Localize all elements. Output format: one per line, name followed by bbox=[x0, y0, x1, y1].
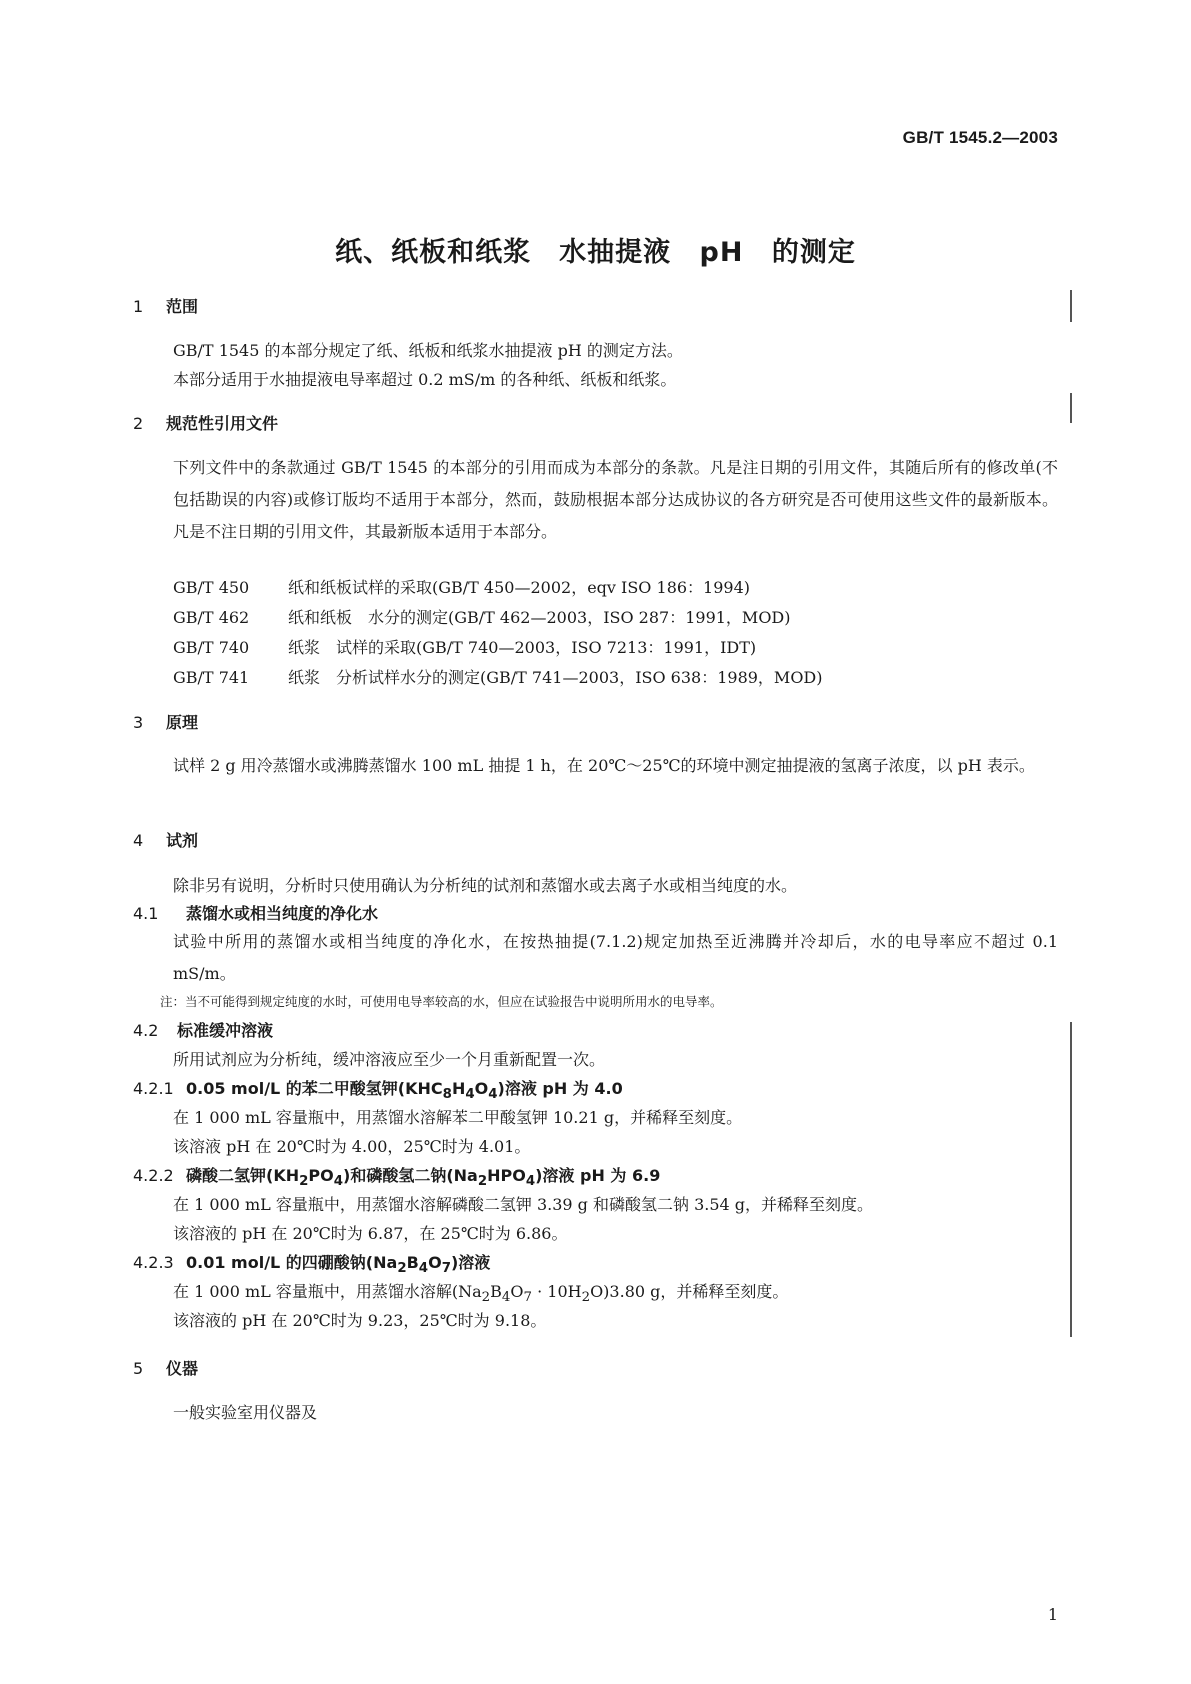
subscript: 7 bbox=[441, 1261, 451, 1277]
paragraph-text: 下列文件中的条款通过 GB/T 1545 的本部分的引用而成为本部分的条款。凡是注日期的引用文件，其随后所有的修改单(不包括勘误的内容)或修订版均不适用于本部分，然而，鼓励根据本部分达成协议的各方研究是否可使用这些文件的最新版本。凡是不注日期的引用文件，其最新版本适用于本部分。 bbox=[173, 458, 1058, 541]
paragraph-text: 试样 2 g 用冷蒸馏水或沸腾蒸馏水 100 mL 抽提 1 h，在 20℃～25℃的环境中测定抽提液的氢离子浓度，以 pH 表示。 bbox=[173, 756, 1035, 775]
section-title-part: )溶液 pH 为 4.0 bbox=[497, 1079, 623, 1098]
text-part: O)3.80 g，并稀释至刻度。 bbox=[590, 1282, 789, 1301]
paragraph-text: 试验中所用的蒸馏水或相当纯度的净化水，在按热抽提(7.1.2)规定加热至近沸腾并冷却后，水的电导率应不超过 0.1 mS/m。 bbox=[173, 932, 1058, 983]
section-title-part: O bbox=[428, 1253, 442, 1272]
section-5-line: 一般实验室用仪器及 bbox=[173, 1403, 318, 1422]
change-bar bbox=[1070, 1022, 1072, 1337]
reference-text: 纸和纸板 水分的测定(GB/T 462—2003，ISO 287：1991，MOD) bbox=[288, 608, 791, 627]
change-bar bbox=[1070, 393, 1072, 423]
text-part: B bbox=[490, 1282, 502, 1301]
subscript: 2 bbox=[581, 1290, 591, 1306]
section-number: 2 bbox=[133, 414, 144, 433]
text-part: O bbox=[510, 1282, 524, 1301]
section-4-2-2-heading bbox=[133, 1163, 660, 1189]
section-2-paragraph bbox=[133, 452, 1058, 548]
section-number: 1 bbox=[133, 297, 144, 316]
subscript: 2 bbox=[477, 1174, 488, 1190]
section-2-heading bbox=[133, 411, 278, 434]
section-4-1-heading bbox=[133, 901, 378, 924]
document-title: 纸、纸板和纸浆 水抽提液 pH 的测定 bbox=[335, 237, 856, 268]
section-number: 4.2.3 bbox=[133, 1253, 174, 1272]
reference-item bbox=[173, 665, 823, 688]
section-4-2-2-line-2: 该溶液的 pH 在 20℃时为 6.87，在 25℃时为 6.86。 bbox=[173, 1224, 568, 1243]
section-title-part: 磷酸二氢钾(KH bbox=[186, 1166, 300, 1185]
section-4-2-heading bbox=[133, 1018, 273, 1041]
section-3-paragraph bbox=[133, 750, 1058, 782]
section-3-heading bbox=[133, 710, 198, 733]
section-4-intro: 除非另有说明，分析时只使用确认为分析纯的试剂和蒸馏水或去离子水或相当纯度的水。 bbox=[173, 876, 798, 895]
subscript: 4 bbox=[418, 1261, 429, 1277]
section-title-part: O bbox=[474, 1079, 489, 1098]
subscript: 8 bbox=[442, 1087, 452, 1103]
section-4-2-3-heading bbox=[133, 1250, 490, 1276]
section-number: 4 bbox=[133, 831, 144, 850]
text-part: · 10H bbox=[532, 1282, 582, 1301]
subscript: 4 bbox=[333, 1174, 343, 1190]
standard-code: GB/T 1545.2—2003 bbox=[902, 128, 1058, 147]
section-4-2-3-line-2: 该溶液的 pH 在 20℃时为 9.23，25℃时为 9.18。 bbox=[173, 1311, 547, 1330]
reference-code: GB/T 462 bbox=[173, 608, 250, 627]
section-title: 仪器 bbox=[166, 1359, 199, 1378]
note: 注：当不可能得到规定纯度的水时，可使用电导率较高的水，但应在试验报告中说明所用水的电导率。 bbox=[160, 994, 723, 1009]
section-title-part: )和磷酸氢二钠(Na bbox=[343, 1166, 478, 1185]
reference-text: 纸和纸板试样的采取(GB/T 450—2002，eqv ISO 186：1994) bbox=[288, 578, 751, 597]
section-1-heading bbox=[133, 294, 198, 317]
section-number: 4.2.1 bbox=[133, 1079, 174, 1098]
section-number: 4.1 bbox=[133, 904, 159, 923]
section-1-line-2: 本部分适用于水抽提液电导率超过 0.2 mS/m 的各种纸、纸板和纸浆。 bbox=[173, 370, 677, 389]
section-5-heading bbox=[133, 1356, 198, 1379]
section-title-part: )溶液 bbox=[450, 1253, 491, 1272]
reference-item bbox=[173, 605, 791, 628]
section-4-2-1-line-1: 在 1 000 mL 容量瓶中，用蒸馏水溶解苯二甲酸氢钾 10.21 g，并稀释至刻度。 bbox=[173, 1108, 743, 1127]
subscript: 4 bbox=[525, 1174, 536, 1190]
section-4-2-3-line-1 bbox=[173, 1279, 788, 1305]
reference-code: GB/T 740 bbox=[173, 638, 250, 657]
section-number: 4.2.2 bbox=[133, 1166, 174, 1185]
section-title: 原理 bbox=[166, 713, 199, 732]
subscript: 2 bbox=[397, 1261, 407, 1277]
subscript: 7 bbox=[523, 1290, 532, 1306]
section-4-2-1-heading bbox=[133, 1076, 623, 1102]
reference-item bbox=[173, 575, 750, 598]
section-title: 规范性引用文件 bbox=[166, 414, 279, 433]
section-number: 4.2 bbox=[133, 1021, 159, 1040]
reference-code: GB/T 741 bbox=[173, 668, 250, 687]
subscript: 2 bbox=[481, 1290, 491, 1306]
change-bar bbox=[1070, 290, 1072, 322]
section-title-part: HPO bbox=[487, 1166, 526, 1185]
reference-text: 纸浆 试样的采取(GB/T 740—2003，ISO 7213：1991，IDT) bbox=[288, 638, 757, 657]
section-4-2-1-line-2: 该溶液 pH 在 20℃时为 4.00，25℃时为 4.01。 bbox=[173, 1137, 531, 1156]
section-title: 标准缓冲溶液 bbox=[177, 1021, 274, 1040]
subscript: 2 bbox=[299, 1174, 309, 1190]
page-number: 1 bbox=[1047, 1605, 1058, 1624]
section-title: 试剂 bbox=[166, 831, 199, 850]
section-title-part: 0.01 mol/L 的四硼酸钠(Na bbox=[186, 1253, 398, 1272]
section-4-heading bbox=[133, 828, 198, 851]
reference-item bbox=[173, 635, 756, 658]
subscript: 4 bbox=[501, 1290, 511, 1306]
section-number: 3 bbox=[133, 713, 144, 732]
section-4-1-paragraph bbox=[133, 926, 1058, 990]
text-part: 在 1 000 mL 容量瓶中，用蒸馏水溶解(Na bbox=[173, 1282, 482, 1301]
section-title-part: B bbox=[406, 1253, 419, 1272]
section-title-part: H bbox=[451, 1079, 466, 1098]
reference-text: 纸浆 分析试样水分的测定(GB/T 741—2003，ISO 638：1989，MOD) bbox=[288, 668, 823, 687]
subscript: 4 bbox=[465, 1087, 475, 1103]
section-title: 范围 bbox=[166, 297, 199, 316]
section-number: 5 bbox=[133, 1359, 144, 1378]
section-title: 蒸馏水或相当纯度的净化水 bbox=[186, 904, 379, 923]
section-title-part: )溶液 pH 为 6.9 bbox=[535, 1166, 661, 1185]
subscript: 4 bbox=[488, 1087, 498, 1103]
section-4-2-line: 所用试剂应为分析纯，缓冲溶液应至少一个月重新配置一次。 bbox=[173, 1050, 606, 1069]
section-1-line-1: GB/T 1545 的本部分规定了纸、纸板和纸浆水抽提液 pH 的测定方法。 bbox=[173, 341, 683, 360]
section-title-part: 0.05 mol/L 的苯二甲酸氢钾(KHC bbox=[186, 1079, 443, 1098]
section-4-2-2-line-1: 在 1 000 mL 容量瓶中，用蒸馏水溶解磷酸二氢钾 3.39 g 和磷酸氢二钠 3.54 g，并稀释至刻度。 bbox=[173, 1195, 874, 1214]
reference-code: GB/T 450 bbox=[173, 578, 250, 597]
section-title-part: PO bbox=[308, 1166, 334, 1185]
